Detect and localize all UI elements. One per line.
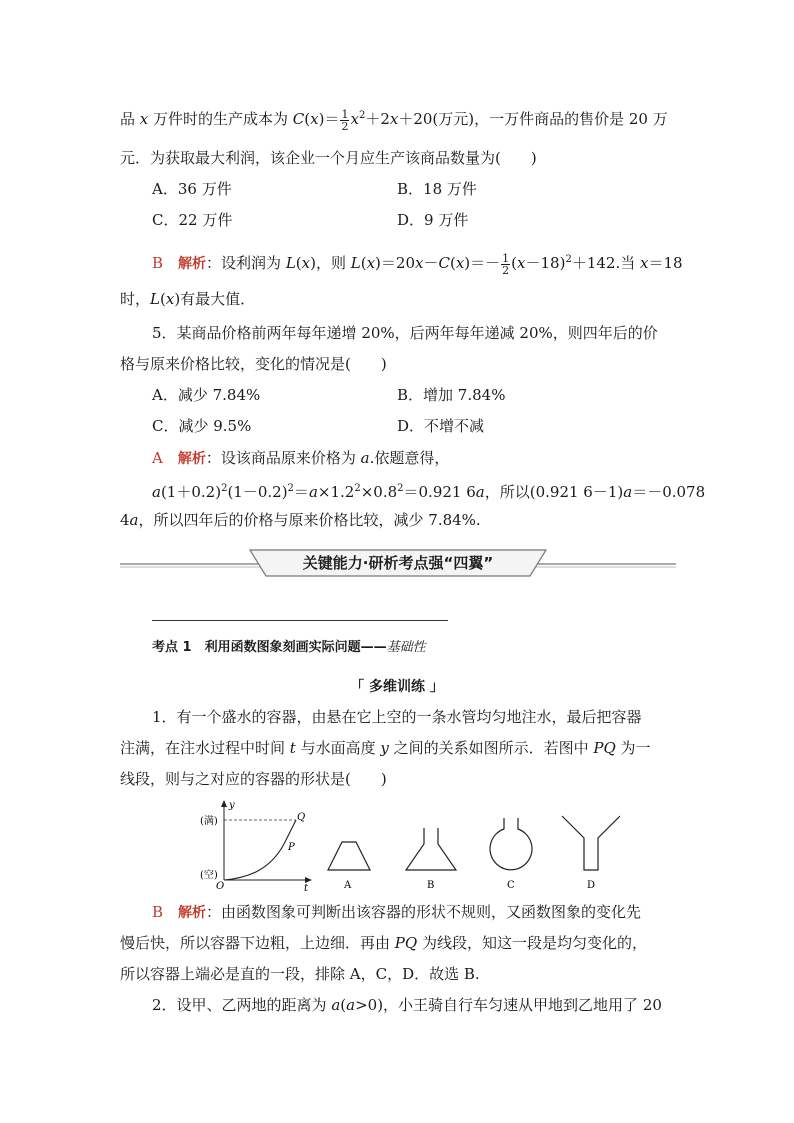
q2-stem-line1 [152, 995, 662, 1015]
var: x [455, 254, 465, 272]
p4-stem-line1 [120, 106, 668, 132]
analysis-label: 解析 [178, 905, 207, 921]
text: ×1.2 [317, 483, 355, 501]
text: ( [304, 110, 311, 128]
var: a [360, 449, 370, 467]
text: ，所以(0.921 6－1) [484, 483, 624, 501]
p5-solution-line2 [152, 479, 705, 502]
text: ＝18 [648, 254, 683, 272]
text: 2．设甲、乙两地的距离为 [152, 996, 332, 1014]
answer-letter: A [152, 449, 163, 467]
q1-solution-line3: 所以容器上端必是直的一段，排除 A，C，D．故选 B. [120, 965, 480, 983]
text: ( [360, 254, 367, 272]
p5-stem-line1: 5．某商品价格前两年每年递增 20%，后两年每年递减 20%，则四年后的价 [152, 324, 658, 342]
text: .依题意得， [369, 449, 450, 467]
text: )，则 [310, 254, 351, 272]
var: a [152, 483, 161, 501]
fraction [340, 109, 349, 132]
kaodian-label: 考点 1 利用函数图象刻画实际问题—— [152, 640, 387, 655]
exp: 2 [397, 483, 404, 494]
text: ×0.8 [360, 483, 398, 501]
label-d: D [587, 880, 596, 891]
text: (1－0.2) [227, 483, 288, 501]
label-b: B [427, 880, 435, 891]
var: x [165, 290, 175, 308]
text: 时， [120, 290, 151, 308]
q1-stem-line2 [120, 738, 651, 758]
var: a [308, 483, 318, 501]
var: L [350, 254, 361, 272]
exp: 2 [221, 483, 228, 494]
p5-solution-line3 [120, 510, 481, 530]
p5-option-c: C．减少 9.5% [152, 417, 252, 435]
text: ＋2 [365, 110, 390, 128]
frac-den: 2 [341, 119, 349, 133]
var: x [389, 110, 399, 128]
var: L [285, 254, 296, 272]
text: ：由函数图象可判断出该容器的形状不规则，又函数图象的变化先 [206, 903, 642, 921]
container-d [562, 816, 620, 870]
pq-segment [284, 820, 296, 844]
answer-letter: B [152, 903, 164, 921]
container-a [328, 842, 370, 870]
text: 为线段，知这一段是均匀变化的， [417, 934, 647, 952]
var: a [475, 483, 485, 501]
fraction [501, 253, 510, 276]
text: ( [449, 254, 456, 272]
text: 万件时的生产成本为 [148, 110, 293, 128]
exp: 2 [287, 483, 294, 494]
var: x [139, 110, 149, 128]
text: 品 [120, 110, 140, 128]
origin-label: O [216, 881, 225, 892]
frac-den: 2 [502, 263, 510, 277]
q1-figure [200, 798, 620, 894]
var: x [517, 254, 526, 272]
text: ：设利润为 [206, 254, 286, 272]
section-banner [120, 548, 676, 578]
text: ＝0.921 6 [403, 483, 476, 501]
section-rule [152, 620, 448, 621]
text: － [423, 254, 439, 272]
t-label: t [304, 883, 309, 894]
empty-label: (空) [200, 870, 218, 881]
var: a [331, 996, 341, 1014]
var: C [292, 110, 305, 128]
var: a [623, 483, 633, 501]
kaodian-heading [152, 636, 426, 655]
var: x [366, 254, 376, 272]
text: ，所以四年后的价格与原来价格比较，减少 7.84%. [138, 511, 481, 529]
q1-stem-line1: 1．有一个盛水的容器，由悬在它上空的一条水管均匀地注水，最后把容器 [152, 708, 642, 726]
text: )＝－ [464, 254, 501, 272]
fill-curve [224, 844, 284, 880]
var: y [380, 739, 389, 757]
label-c: C [507, 880, 515, 891]
q1-solution-line2 [120, 933, 647, 953]
y-axis-arrow [221, 800, 227, 807]
y-label: y [229, 800, 235, 811]
text: ＝－0.078 [632, 483, 706, 501]
frac-num: 1 [341, 107, 349, 121]
text: 注满，在注水过程中时间 [120, 739, 290, 757]
var: x [639, 254, 649, 272]
text: ：设该商品原来价格为 [205, 449, 361, 467]
var: a [346, 996, 356, 1014]
exp: 2 [358, 110, 366, 121]
var: a [129, 511, 139, 529]
var: t [289, 739, 296, 757]
duowei-heading: 「 多维训练 」 [350, 679, 444, 695]
q1-stem-line3: 线段，则与之对应的容器的形状是( ) [120, 770, 387, 788]
analysis-label: 解析 [177, 451, 206, 467]
container-b [406, 828, 456, 870]
text: 与水面高度 [295, 739, 381, 757]
q-label: Q [297, 812, 306, 823]
text: ( [159, 290, 166, 308]
exp: 2 [565, 254, 572, 265]
var: x [301, 254, 311, 272]
answer-letter: B [152, 254, 164, 272]
var: PQ [394, 934, 418, 952]
text: ＋142.当 [571, 254, 640, 272]
q1-solution-line1 [152, 902, 641, 923]
var: C [438, 254, 450, 272]
text: ( [295, 254, 302, 272]
var: x [350, 110, 359, 128]
label-a: A [344, 880, 352, 891]
p4-solution-line1 [152, 250, 683, 276]
var: x [310, 110, 319, 128]
p4-stem-line2: 元．为获取最大利润，该企业一个月应生产该商品数量为( ) [120, 149, 537, 167]
text: 之间的关系如图所示．若图中 [388, 739, 594, 757]
p4-option-b: B．18 万件 [397, 180, 477, 198]
p5-option-d: D．不增不减 [397, 417, 485, 435]
frac-num: 1 [502, 251, 510, 265]
p4-option-c: C．22 万件 [152, 211, 233, 229]
text: >0)，小王骑自行车匀速从甲地到乙地用了 20 [355, 996, 662, 1014]
text: )＝20 [375, 254, 415, 272]
text: 4 [120, 511, 130, 529]
p4-option-a: A．36 万件 [152, 180, 232, 198]
p-label: P [288, 842, 295, 853]
analysis-label: 解析 [178, 256, 207, 272]
banner-title: 关键能力·研析考点强“四翼” [302, 554, 494, 572]
container-c [490, 818, 532, 870]
text: 为一 [615, 739, 651, 757]
var: PQ [593, 739, 616, 757]
kaodian-suffix: 基础性 [386, 640, 426, 655]
p4-option-d: D．9 万件 [397, 211, 469, 229]
p5-solution-line1 [152, 448, 449, 469]
text: 慢后快，所以容器下边粗，上边细．再由 [120, 934, 395, 952]
text: (1＋0.2) [160, 483, 222, 501]
text: ( [511, 254, 518, 272]
full-label: (满) [200, 816, 218, 827]
text: ＝ [293, 483, 309, 501]
exp: 2 [354, 483, 361, 494]
text: )有最大值． [174, 290, 256, 308]
text: ( [340, 996, 347, 1014]
p4-solution-line2 [120, 289, 255, 309]
var: L [150, 290, 160, 308]
p5-stem-line2: 格与原来价格比较，变化的情况是( ) [120, 355, 387, 373]
p5-option-b: B．增加 7.84% [397, 386, 506, 404]
p5-option-a: A．减少 7.84% [152, 386, 261, 404]
text: ＋20(万元)，一万件商品的售价是 20 万 [398, 110, 668, 128]
text: )＝ [318, 110, 340, 128]
text: －18) [525, 254, 566, 272]
var: x [415, 254, 424, 272]
